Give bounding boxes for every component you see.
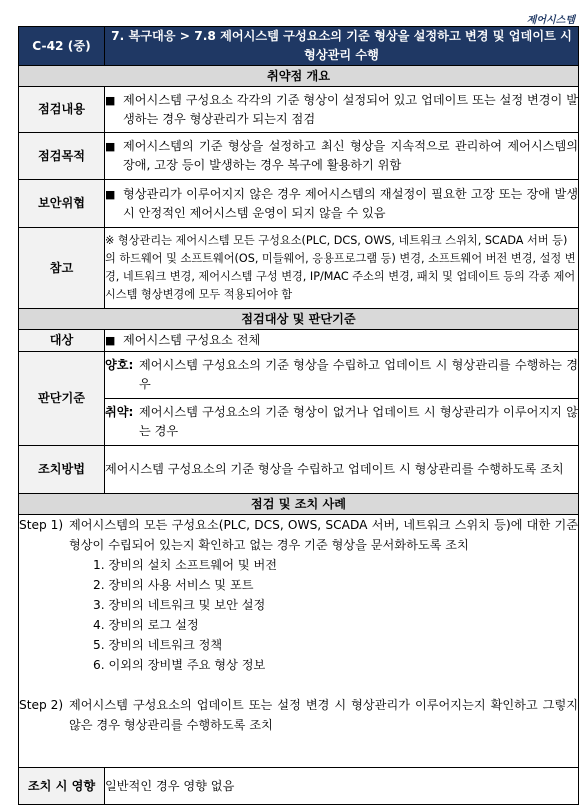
label-check-content: 점검내용 xyxy=(19,87,105,133)
step-2-text: 제어시스템 구성요소의 업데이트 또는 설정 변경 시 형상관리가 이루어지는지 확인하고 그렇지 않은 경우 형상관리를 수행하도록 조치 xyxy=(69,698,578,732)
bad-text: 제어시스템 구성요소의 기준 형상이 없거나 업데이트 시 형상관리가 이루어지지 않는 경우 xyxy=(139,405,578,438)
step-1-label: Step 1) xyxy=(19,518,64,532)
bullet-square-icon: ■ xyxy=(105,140,116,153)
step-2 xyxy=(19,695,578,735)
item-title: 7. 복구대응 > 7.8 제어시스템 구성요소의 기준 형상을 설정하고 변경 및 업데이트 시 형상관리 수행 xyxy=(105,27,579,66)
bullet-square-icon: ■ xyxy=(105,93,116,107)
criteria-heading: 점검대상 및 판단기준 xyxy=(19,309,579,330)
cases-body xyxy=(19,515,579,768)
checklist-table xyxy=(18,26,579,805)
label-judgement: 판단기준 xyxy=(19,352,105,446)
header-tag: 제어시스템 xyxy=(526,15,575,26)
reference-note: ※ 형상관리는 제어시스템 모든 구성요소(PLC, DCS, OWS, 네트워크 스위치, SCADA 서버 등)의 하드웨어 및 소프트웨어(OS, 미들웨어, 응용프로그램 등) 변경, 소프트웨어 버전 변경, 설정 변경, 네트워크 변경, 제어시스템 구성 변경, IP/MAC 주소의 변경, 패치 및 업데이트 등의 각종 제어시스템 형상변경에 모두 적용되어야 함 xyxy=(105,228,579,309)
target-text: 제어시스템 구성요소 전체 xyxy=(123,333,261,347)
list-item: 2. 장비의 사용 서비스 및 포트 xyxy=(93,578,254,592)
list-item: 3. 장비의 네트워크 및 보안 설정 xyxy=(93,598,266,612)
config-item-list xyxy=(93,555,578,675)
cases-heading: 점검 및 조치 사례 xyxy=(19,494,579,515)
item-id: C-42 (중) xyxy=(19,27,105,66)
impact-text: 일반적인 경우 영향 없음 xyxy=(105,768,579,805)
overview-heading: 취약점 개요 xyxy=(19,66,579,87)
step-1 xyxy=(19,515,578,555)
check-content-text: 제어시스템 구성요소 각각의 기준 형상이 설정되어 있고 업데이트 또는 설정 변경이 발생하는 경우 형상관리가 되는지 점검 xyxy=(123,92,578,126)
list-item: 4. 장비의 로그 설정 xyxy=(93,618,199,632)
security-threat-text: 형상관리가 이루어지지 않은 경우 제어시스템의 재설정이 필요한 고장 또는 장애 발생 시 안정적인 제어시스템 운영이 되지 않을 수 있음 xyxy=(123,186,578,220)
action-text: 제어시스템 구성요소의 기준 형상을 수립하고 업데이트 시 형상관리를 수행하도록 조치 xyxy=(105,446,579,494)
label-impact: 조치 시 영향 xyxy=(19,768,105,805)
label-target: 대상 xyxy=(19,330,105,352)
good-text: 제어시스템 구성요소의 기준 형상을 수립하고 업데이트 시 형상관리를 수행하는 경우 xyxy=(139,358,578,391)
bullet-square-icon: ■ xyxy=(105,187,116,201)
label-check-purpose: 점검목적 xyxy=(19,133,105,180)
check-purpose-text: 제어시스템의 기준 형상을 설정하고 최신 형상을 지속적으로 관리하여 제어시스템의 장애, 고장 등이 발생하는 경우 복구에 활용하기 위함 xyxy=(123,139,578,172)
list-item: 5. 장비의 네트워크 정책 xyxy=(93,638,223,652)
label-security-threat: 보안위협 xyxy=(19,180,105,228)
list-item: 6. 이외의 장비별 주요 형상 정보 xyxy=(93,658,266,672)
step-2-label: Step 2) xyxy=(19,698,64,712)
bad-label: 취약: xyxy=(105,405,134,419)
bullet-square-icon: ■ xyxy=(105,334,116,347)
good-label: 양호: xyxy=(105,358,134,372)
list-item: 1. 장비의 설치 소프트웨어 및 버전 xyxy=(93,558,278,572)
step-1-text: 제어시스템의 모든 구성요소(PLC, DCS, OWS, SCADA 서버, 네트워크 스위치 등)에 대한 기준 형상이 수립되어 있는지 확인하고 없는 경우 기준 형상을 문서화하도록 조치 xyxy=(69,518,578,552)
label-reference: 참고 xyxy=(19,228,105,309)
label-action: 조치방법 xyxy=(19,446,105,494)
